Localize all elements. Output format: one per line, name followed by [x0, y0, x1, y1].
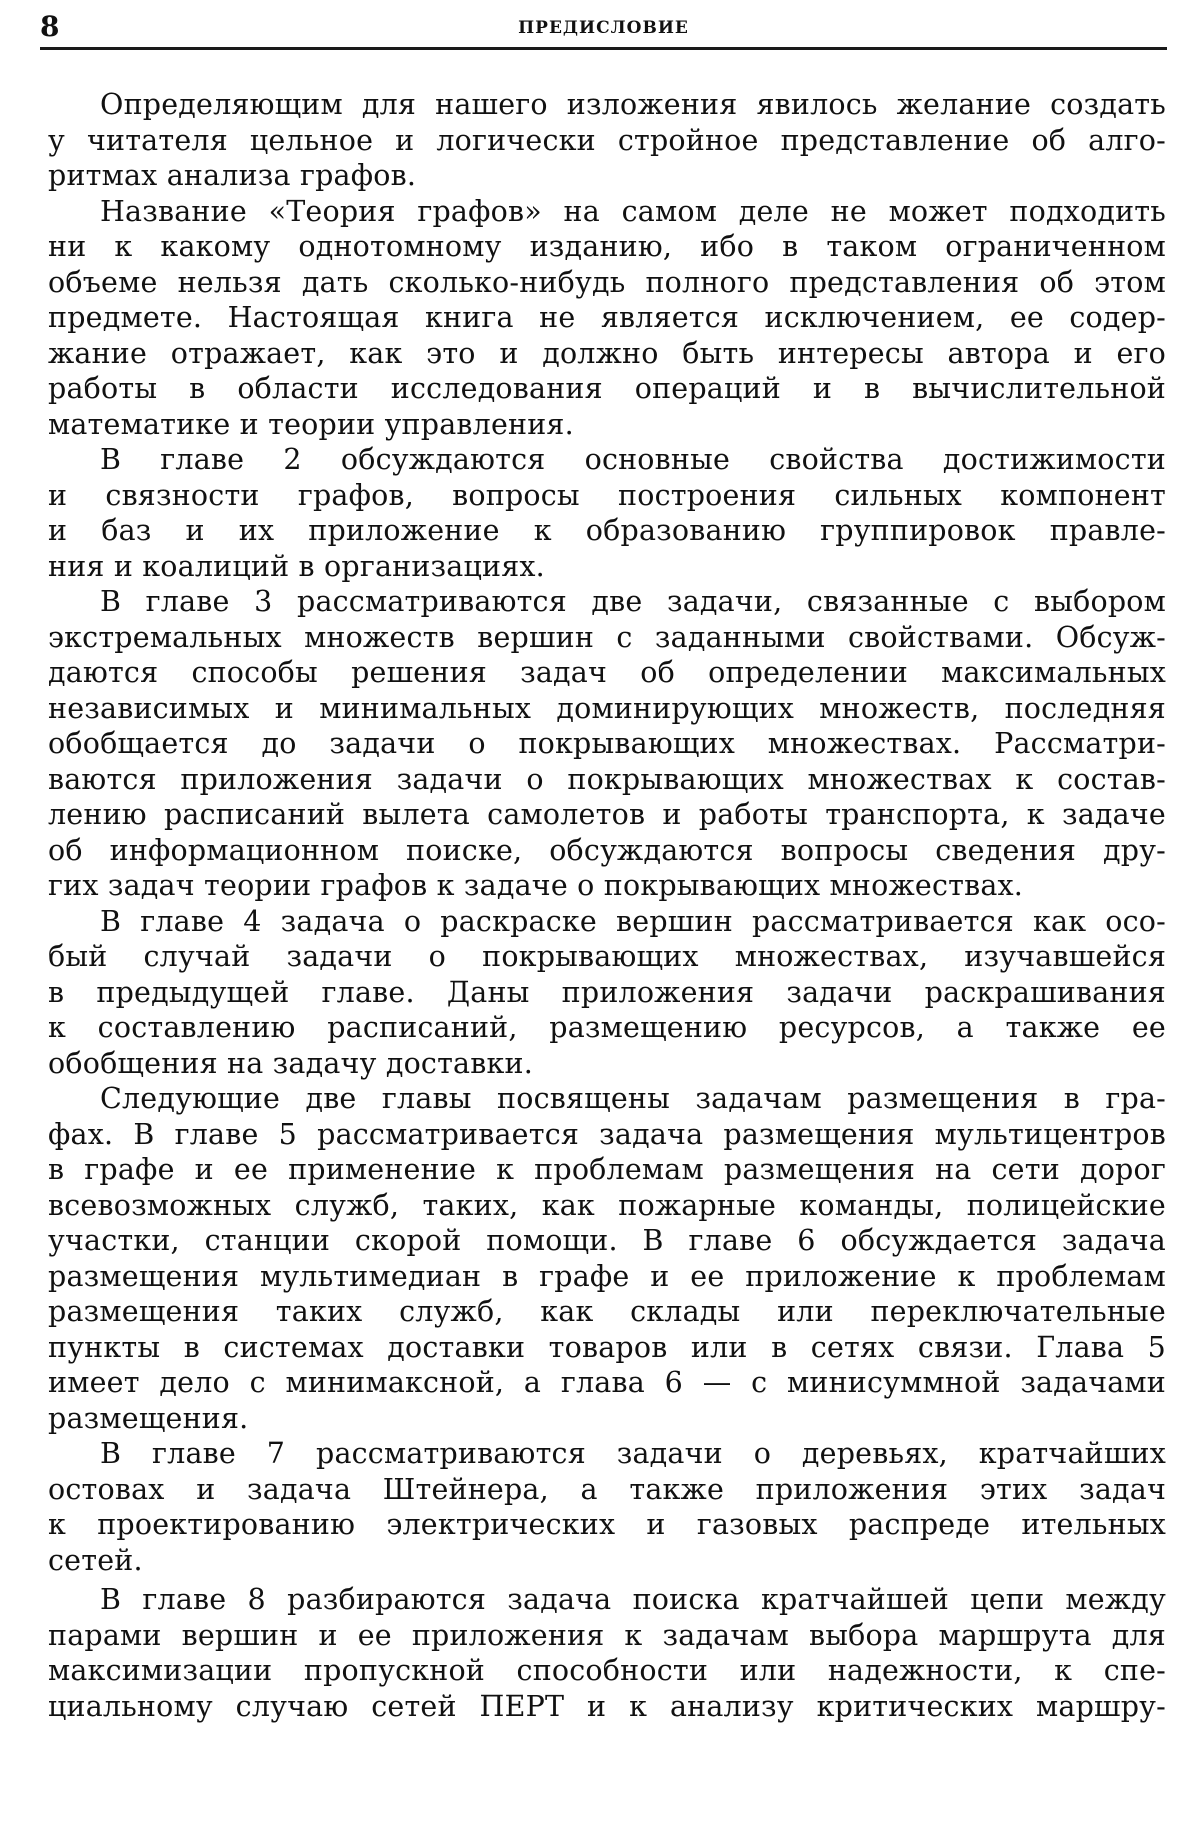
text-line: обобщается до задачи о покрывающих множествах. Рассматри- [48, 727, 1166, 760]
text-line: жание отражает, как это и должно быть интересы автора и его [48, 336, 1166, 370]
text-line: предмете. Настоящая книга не является исключением, ее содер- [48, 301, 1166, 334]
text-line: к составлению расписаний, размещению ресурсов, а также ее [48, 1011, 1166, 1044]
text-line: В главе 3 рассматриваются две задачи, связанные с выбором [100, 585, 1166, 618]
text-line: независимых и минимальных доминирующих множеств, последняя [48, 691, 1166, 725]
paragraph [48, 904, 1166, 1082]
text-line: В главе 7 рассматриваются задачи о деревьях, кратчайших [100, 1437, 1166, 1470]
text-line: Название «Теория графов» на самом деле не может подходить [100, 194, 1166, 228]
text-line: размещения таких служб, как склады или переключательные [48, 1295, 1166, 1328]
text-line: экстремальных множеств вершин с заданными свойствами. Обсуж- [48, 620, 1166, 654]
text-line: работы в области исследования операций и в вычислительной [48, 372, 1166, 405]
text-line: в графе и ее применение к проблемам размещения на сети дорог [48, 1153, 1166, 1186]
text-line: бый случай задачи о покрывающих множествах, изучавшейся [48, 940, 1166, 973]
text-line: в предыдущей главе. Даны приложения задачи раскрашивания [48, 975, 1166, 1009]
paragraph [48, 442, 1166, 584]
page-number: 8 [40, 10, 60, 43]
text-line: сетей. [48, 1543, 143, 1577]
paragraph [48, 584, 1166, 904]
text-line: ритмах анализа графов. [48, 159, 417, 192]
text-line: размещения мультимедиан в графе и ее приложение к проблемам [48, 1259, 1166, 1293]
text-line: Следующие две главы посвящены задачам размещения в гра- [100, 1082, 1166, 1115]
paragraph [48, 1582, 1166, 1724]
text-line: пункты в системах доставки товаров или в сетях связи. Глава 5 [48, 1330, 1166, 1364]
text-line: гих задач теории графов к задаче о покрывающих множествах. [48, 869, 1024, 902]
text-line: В главе 8 разбираются задача поиска кратчайшей цепи между [100, 1583, 1166, 1616]
text-line: об информационном поиске, обсуждаются вопросы сведения дру- [48, 833, 1166, 867]
paragraph [48, 87, 1166, 194]
text-line: ния и коалиций в организациях. [48, 549, 545, 583]
text-line: максимизации пропускной способности или надежности, к спе- [48, 1654, 1166, 1687]
text-line: лению расписаний вылета самолетов и работы транспорта, к задаче [48, 798, 1166, 831]
paragraph [48, 1436, 1166, 1578]
body-text [48, 87, 1166, 1724]
text-line: В главе 4 задача о раскраске вершин рассматривается как осо- [100, 904, 1166, 938]
text-line: даются способы решения задач об определении максимальных [48, 656, 1166, 689]
header-rule [40, 47, 1167, 50]
running-title: ПРЕДИСЛОВИЕ [518, 18, 689, 38]
text-line: объеме нельзя дать сколько-нибудь полного представления об этом [48, 265, 1166, 299]
text-line: ваются приложения задачи о покрывающих множествах к состав- [48, 762, 1166, 796]
text-line: парами вершин и ее приложения к задачам выбора маршрута для [48, 1618, 1166, 1652]
paragraph [48, 194, 1166, 443]
paragraph [48, 1081, 1166, 1436]
text-line: фах. В главе 5 рассматривается задача размещения мультицентров [48, 1117, 1166, 1151]
text-line: к проектированию электрических и газовых распреде ительных [48, 1508, 1166, 1541]
text-line: остовах и задача Штейнера, а также приложения этих задач [48, 1472, 1166, 1506]
text-line: циальному случаю сетей ПЕРТ и к анализу критических маршру- [48, 1689, 1166, 1723]
text-line: и связности графов, вопросы построения сильных компонент [48, 478, 1166, 512]
page-header [40, 10, 1167, 46]
text-line: имеет дело с минимаксной, а глава 6 — с минисуммной задачами [48, 1366, 1166, 1399]
text-line: участки, станции скорой помощи. В главе 6 обсуждается задача [48, 1224, 1166, 1257]
text-line: у читателя цельное и логически стройное представление об алго- [48, 123, 1166, 157]
text-line: ни к какому однотомному изданию, ибо в таком ограниченном [48, 230, 1166, 263]
text-line: Определяющим для нашего изложения явилось желание создать [100, 88, 1166, 121]
text-line: обобщения на задачу доставки. [48, 1046, 533, 1080]
text-line: и баз и их приложение к образованию группировок правле- [48, 514, 1166, 547]
text-line: В главе 2 обсуждаются основные свойства достижимости [100, 443, 1166, 476]
text-line: всевозможных служб, таких, как пожарные команды, полицейские [48, 1188, 1166, 1222]
text-line: математике и теории управления. [48, 407, 574, 441]
text-line: размещения. [48, 1401, 249, 1435]
